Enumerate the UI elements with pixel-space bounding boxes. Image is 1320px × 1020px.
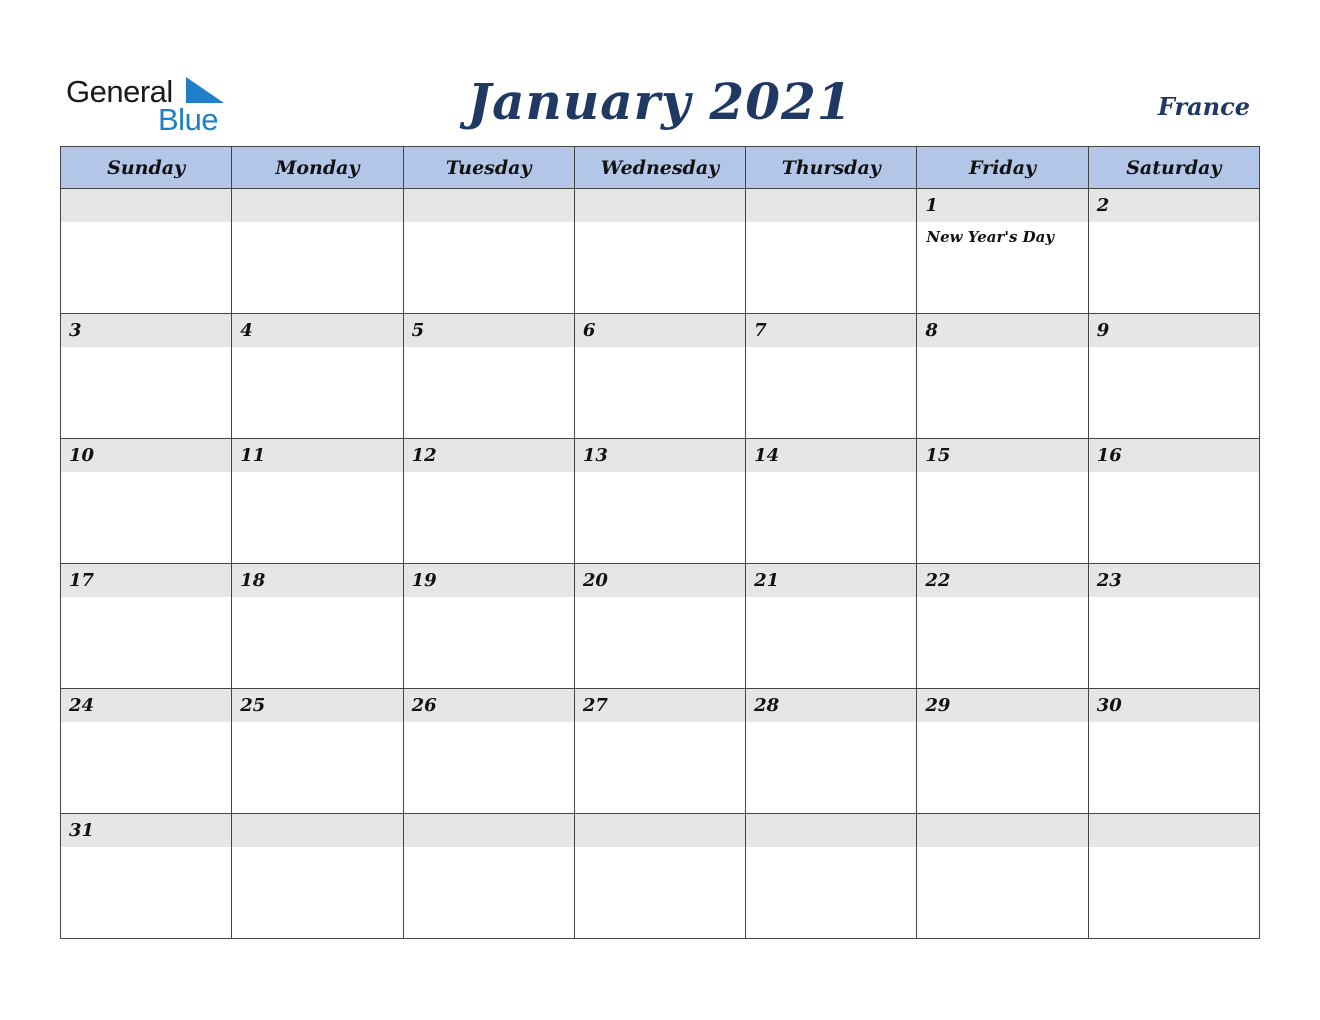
day-number: 25 xyxy=(232,689,402,722)
day-cell xyxy=(746,189,917,314)
day-number: 12 xyxy=(404,439,574,472)
generalblue-logo xyxy=(66,72,236,138)
day-number: 19 xyxy=(404,564,574,597)
day-number: 18 xyxy=(232,564,402,597)
day-number: 9 xyxy=(1089,314,1259,347)
day-number: 31 xyxy=(61,814,231,847)
day-cell xyxy=(403,814,574,939)
day-number: 30 xyxy=(1089,689,1259,722)
weekday-header-monday: Monday xyxy=(232,147,403,189)
day-cell xyxy=(746,314,917,439)
day-cell xyxy=(232,314,403,439)
week-row xyxy=(61,814,1260,939)
week-row xyxy=(61,439,1260,564)
day-number: 15 xyxy=(917,439,1087,472)
day-number: 27 xyxy=(575,689,745,722)
day-cell xyxy=(232,689,403,814)
week-row xyxy=(61,189,1260,314)
week-row xyxy=(61,689,1260,814)
day-cell xyxy=(917,564,1088,689)
day-cell xyxy=(232,439,403,564)
day-cell xyxy=(746,689,917,814)
day-cell xyxy=(574,314,745,439)
day-cell xyxy=(403,689,574,814)
day-number: 3 xyxy=(61,314,231,347)
day-number: 28 xyxy=(746,689,916,722)
calendar-grid xyxy=(60,146,1260,939)
weekday-header-friday: Friday xyxy=(917,147,1088,189)
day-number xyxy=(575,814,745,847)
day-cell xyxy=(61,564,232,689)
day-cell xyxy=(574,564,745,689)
day-number: 7 xyxy=(746,314,916,347)
day-number xyxy=(404,814,574,847)
day-cell xyxy=(574,439,745,564)
day-cell xyxy=(61,814,232,939)
day-number xyxy=(917,814,1087,847)
day-number: 6 xyxy=(575,314,745,347)
day-number xyxy=(575,189,745,222)
day-number: 13 xyxy=(575,439,745,472)
day-number: 4 xyxy=(232,314,402,347)
day-cell xyxy=(403,314,574,439)
day-number: 22 xyxy=(917,564,1087,597)
day-number xyxy=(746,189,916,222)
day-cell xyxy=(1088,439,1259,564)
day-number: 2 xyxy=(1089,189,1259,222)
day-number: 24 xyxy=(61,689,231,722)
day-cell xyxy=(746,564,917,689)
day-number: 17 xyxy=(61,564,231,597)
day-cell xyxy=(1088,814,1259,939)
day-number: 20 xyxy=(575,564,745,597)
day-number: 5 xyxy=(404,314,574,347)
day-cell xyxy=(403,189,574,314)
day-number xyxy=(232,814,402,847)
weekday-header-sunday: Sunday xyxy=(61,147,232,189)
day-number xyxy=(746,814,916,847)
day-cell xyxy=(61,689,232,814)
logo-text-general: General xyxy=(66,74,173,109)
day-cell xyxy=(1088,564,1259,689)
day-number xyxy=(404,189,574,222)
weekday-header-saturday: Saturday xyxy=(1088,147,1259,189)
day-cell xyxy=(917,189,1088,314)
day-cell xyxy=(574,189,745,314)
day-number xyxy=(61,189,231,222)
day-number: 11 xyxy=(232,439,402,472)
logo-triangle-icon xyxy=(186,77,224,103)
day-cell xyxy=(917,314,1088,439)
week-row xyxy=(61,314,1260,439)
logo-text-blue: Blue xyxy=(158,102,219,137)
day-cell xyxy=(1088,314,1259,439)
day-number xyxy=(232,189,402,222)
day-number: 1 xyxy=(917,189,1087,222)
calendar-title: January 2021 xyxy=(467,72,853,131)
day-cell xyxy=(1088,189,1259,314)
day-number: 23 xyxy=(1089,564,1259,597)
week-row xyxy=(61,564,1260,689)
day-cell xyxy=(917,814,1088,939)
holiday-label: New Year's Day xyxy=(926,228,1055,246)
day-cell xyxy=(403,439,574,564)
day-number: 10 xyxy=(61,439,231,472)
day-number: 14 xyxy=(746,439,916,472)
day-cell xyxy=(917,439,1088,564)
day-cell xyxy=(232,189,403,314)
day-number: 26 xyxy=(404,689,574,722)
day-cell xyxy=(574,689,745,814)
day-cell xyxy=(232,564,403,689)
day-cell xyxy=(61,314,232,439)
day-cell xyxy=(746,814,917,939)
day-number xyxy=(1089,814,1259,847)
weekday-header-row xyxy=(61,147,1260,189)
day-cell xyxy=(61,439,232,564)
day-number: 29 xyxy=(917,689,1087,722)
day-cell xyxy=(917,689,1088,814)
day-number: 8 xyxy=(917,314,1087,347)
weekday-header-tuesday: Tuesday xyxy=(403,147,574,189)
day-number: 16 xyxy=(1089,439,1259,472)
weekday-header-wednesday: Wednesday xyxy=(574,147,745,189)
weekday-header-thursday: Thursday xyxy=(746,147,917,189)
day-cell xyxy=(1088,689,1259,814)
day-cell xyxy=(61,189,232,314)
day-cell xyxy=(746,439,917,564)
calendar-body xyxy=(61,189,1260,939)
day-number: 21 xyxy=(746,564,916,597)
day-cell xyxy=(574,814,745,939)
day-cell xyxy=(232,814,403,939)
country-label: France xyxy=(1157,92,1250,121)
day-cell xyxy=(403,564,574,689)
